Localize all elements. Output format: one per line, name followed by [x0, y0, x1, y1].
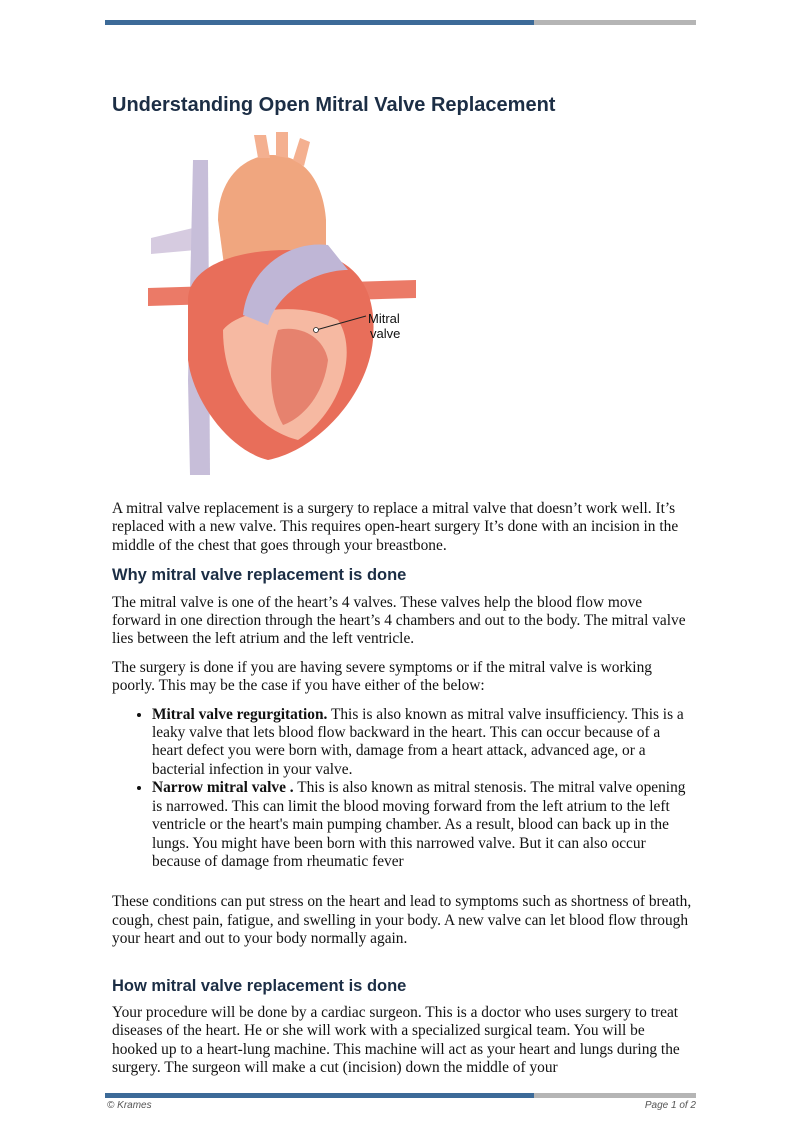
list-item	[152, 706, 692, 780]
article-body	[112, 500, 692, 1088]
top-divider-bar	[105, 20, 696, 25]
paragraph: The surgery is done if you are having severe symptoms or if the mitral valve is working poorly. This may be the case if you have either of the below:	[112, 658, 652, 695]
section-heading-why: Why mitral valve replacement is done	[112, 566, 407, 585]
paragraph: Your procedure will be done by a cardiac surgeon. This is a doctor who uses surgery to treat diseases of the heart. He or she will work with a specialized surgical team. You will be hooked up to a heart-lung machine. This machine will act as your heart and lungs during the surgery. The surgeon will make a cut (incision) down the middle of your	[112, 1003, 680, 1077]
bottom-bar-gray-segment	[534, 1093, 696, 1098]
footer-page-number: Page 1 of 2	[644, 1100, 696, 1111]
list-item-text: This is also known as mitral stenosis. The mitral valve opening is narrowed. This can limit the blood moving forward from the left atrium to the left ventricle or the heart's main pumping chamber. As a result, blood can back up in the lungs. You might have been born with this narrowed valve. But it can also occur because of damage from rheumatic fever	[152, 779, 686, 870]
bottom-divider-bar	[105, 1093, 696, 1098]
artery-branch	[254, 135, 270, 158]
vein-branch	[151, 228, 196, 254]
top-bar-blue-segment	[105, 20, 534, 25]
condition-list	[112, 706, 692, 872]
list-item-term: Mitral valve regurgitation.	[152, 705, 328, 723]
artery-branch	[276, 132, 288, 158]
top-bar-gray-segment	[534, 20, 696, 25]
mitral-label-line1: Mitral	[368, 311, 400, 326]
footer-copyright: © Krames	[107, 1100, 152, 1111]
mitral-valve-marker	[314, 328, 319, 333]
paragraph: The mitral valve is one of the heart’s 4 valves. These valves help the blood flow move forward in one direction through the heart’s 4 chambers and out to the body. The mitral valve lies between the left atrium and the left ventricle.	[112, 593, 686, 648]
list-item	[152, 779, 692, 871]
paragraph: These conditions can put stress on the heart and lead to symptoms such as shortness of breath, cough, chest pain, fatigue, and swelling in your body. A new valve can let blood flow through your heart and out to your body normally again.	[112, 893, 692, 948]
heart-illustration	[148, 130, 418, 475]
list-item-term: Narrow mitral valve .	[152, 779, 294, 797]
section-heading-how: How mitral valve replacement is done	[112, 976, 407, 995]
bottom-bar-blue-segment	[105, 1093, 534, 1098]
mitral-label-line2: valve	[370, 326, 401, 341]
intro-paragraph: A mitral valve replacement is a surgery to replace a mitral valve that doesn’t work well. It’s replaced with a new valve. This requires open-heart surgery It’s done with an incision in the middle of the chest that goes through your breastbone.	[112, 500, 679, 554]
page-title: Understanding Open Mitral Valve Replacement	[112, 94, 556, 116]
list-item-text: This is also known as mitral valve insufficiency. This is a leaky valve that lets blood flow backward in the heart. This can occur because of a heart defect you were born with, damage from a heart attack, advanced age, or a bacterial infection in your valve.	[152, 705, 684, 778]
